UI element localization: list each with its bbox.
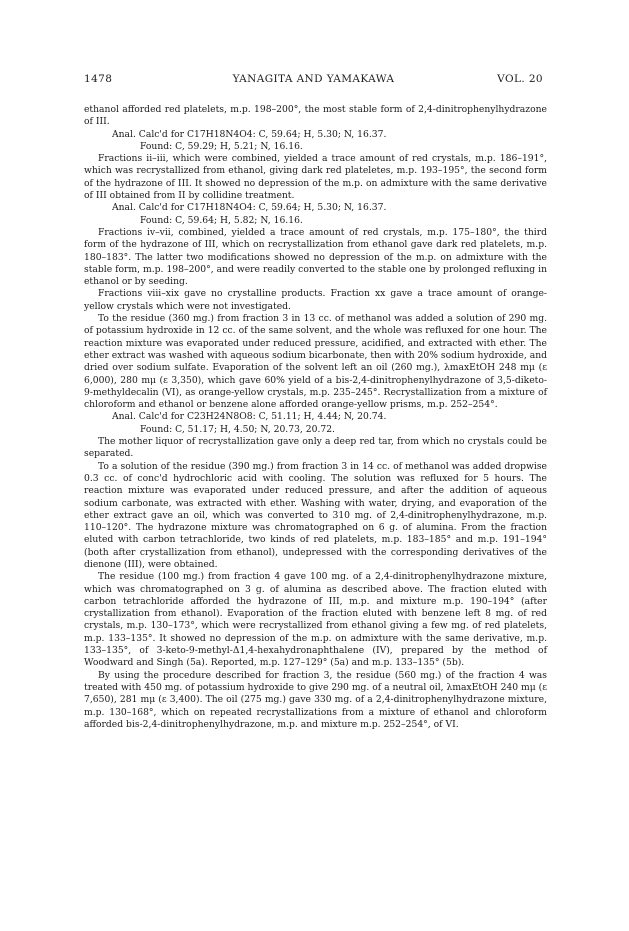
paragraph: Fractions viii–xix gave no crystalline products. Fraction xx gave a trace amount of orange-yellow crystals which were not investigated. — [84, 288, 547, 312]
page-number: 1478 — [84, 73, 113, 85]
analysis-calculated: Anal. Calc'd for C23H24N8O8: C, 51.11; H, 4.44; N, 20.74. — [112, 411, 387, 423]
paragraph: To the residue (360 mg.) from fraction 3 in 13 cc. of methanol was added a solution of 290 mg. of potassium hydroxide in 12 cc. of the same solvent, and the whole was refluxed for one hour. The reaction mixture was evaporated under reduced pressure, acidified, and extracted with ether. The ether extract was washed with aqueous sodium bicarbonate, then with 20% sodium hydroxide, and dried over sodium sulfate. Evaporation of the solvent left an oil (260 mg.), λmaxEtOH 248 mμ (ε 6,000), 280 mμ (ε 3,350), which gave 60% yield of a bis-2,4-dinitrophenylhydrazone of 3,5-diketo-9-methyldecalin (VI), as orange-yellow crystals, m.p. 235–245°. Recrystallization from a mixture of chloroform and ethanol or benzene alone afforded orange-yellow prisms, m.p. 252–254°. — [84, 313, 547, 411]
analysis-calculated: Anal. Calc'd for C17H18N4O4: C, 59.64; H, 5.30; N, 16.37. — [112, 202, 387, 214]
paragraph: To a solution of the residue (390 mg.) from fraction 3 in 14 cc. of methanol was added dropwise 0.3 cc. of conc'd hydrochloric acid with cooling. The solution was refluxed for 5 hours. The reaction mixture was evaporated under reduced pressure, and after the addition of aqueous sodium carbonate, was extracted with ether. Washing with water, drying, and evaporation of the ether extract gave an oil, which was converted to 310 mg. of 2,4-dinitrophenylhydrazone, m.p. 110–120°. The hydrazone mixture was chromatographed on 6 g. of alumina. From the fraction eluted with carbon tetrachloride, two kinds of red platelets, m.p. 183–185° and m.p. 191–194° (both after crystallization from ethanol), undepressed with the corresponding derivatives of the dienone (III), were obtained. — [84, 460, 547, 570]
analysis-found: Found: C, 59.64; H, 5.82; N, 16.16. — [140, 214, 303, 226]
running-title: YANAGITA AND YAMAKAWA — [232, 73, 395, 85]
running-header — [84, 73, 543, 87]
analysis-found: Found: C, 59.29; H, 5.21; N, 16.16. — [140, 140, 303, 152]
paragraph: The residue (100 mg.) from fraction 4 gave 100 mg. of a 2,4-dinitrophenylhydrazone mixture, which was chromatographed on 3 g. of alumina as described above. The fraction eluted with carbon tetrachloride afforded the hydrazone of III, m.p. and mixture m.p. 190–194° (after crystallization from ethanol). Evaporation of the fraction eluted with benzene left 8 mg. of red crystals, m.p. 130–173°, which were recrystallized from ethanol giving a few mg. of red platelets, m.p. 133–135°. It showed no depression of the m.p. on admixture with the same derivative, m.p. 133–135°, of 3-keto-9-methyl-Δ1,4-hexahydronaphthalene (IV), prepared by the method of Woodward and Singh (5a). Reported, m.p. 127–129° (5a) and m.p. 133–135° (5b). — [84, 571, 547, 669]
paragraph: Fractions ii–iii, which were combined, yielded a trace amount of red crystals, m.p. 186–191°, which was recrystallized from ethanol, giving dark red plateletes, m.p. 193–195°, the second form of the hydrazone of III. It showed no depression of the m.p. on admixture with the same derivative of III obtained from II by collidine treatment. — [84, 153, 547, 202]
paragraph: Fractions iv–vii, combined, yielded a trace amount of red crystals, m.p. 175–180°, the third form of the hydrazone of III, which on recrystallization from ethanol gave dark red platelets, m.p. 180–183°. The latter two modifications showed no depression of the m.p. on admixture with the stable form, m.p. 198–200°, and were readily converted to the stable one by prolonged refluxing in ethanol or by seeding. — [84, 226, 547, 288]
paragraph: The mother liquor of recrystallization gave only a deep red tar, from which no crystals could be separated. — [84, 436, 547, 460]
analysis-calculated: Anal. Calc'd for C17H18N4O4: C, 59.64; H, 5.30; N, 16.37. — [112, 128, 387, 140]
analysis-found: Found: C, 51.17; H, 4.50; N, 20.73, 20.72. — [140, 423, 335, 435]
body-text — [84, 104, 547, 731]
volume-label: VOL. 20 — [497, 73, 543, 85]
paragraph: ethanol afforded red platelets, m.p. 198–200°, the most stable form of 2,4-dinitrophenylhydrazone of III. — [84, 104, 547, 128]
paragraph: By using the procedure described for fraction 3, the residue (560 mg.) of the fraction 4 was treated with 450 mg. of potassium hydroxide to give 290 mg. of a neutral oil, λmaxEtOH 240 mμ (ε 7,650), 281 mμ (ε 3,400). The oil (275 mg.) gave 330 mg. of a 2,4-dinitrophenylhydrazone mixture, m.p. 130–168°, which on repeated recrystallizations from a mixture of ethanol and chloroform afforded bis-2,4-dinitrophenylhydrazone, m.p. and mixture m.p. 252–254°, of VI. — [84, 669, 547, 730]
